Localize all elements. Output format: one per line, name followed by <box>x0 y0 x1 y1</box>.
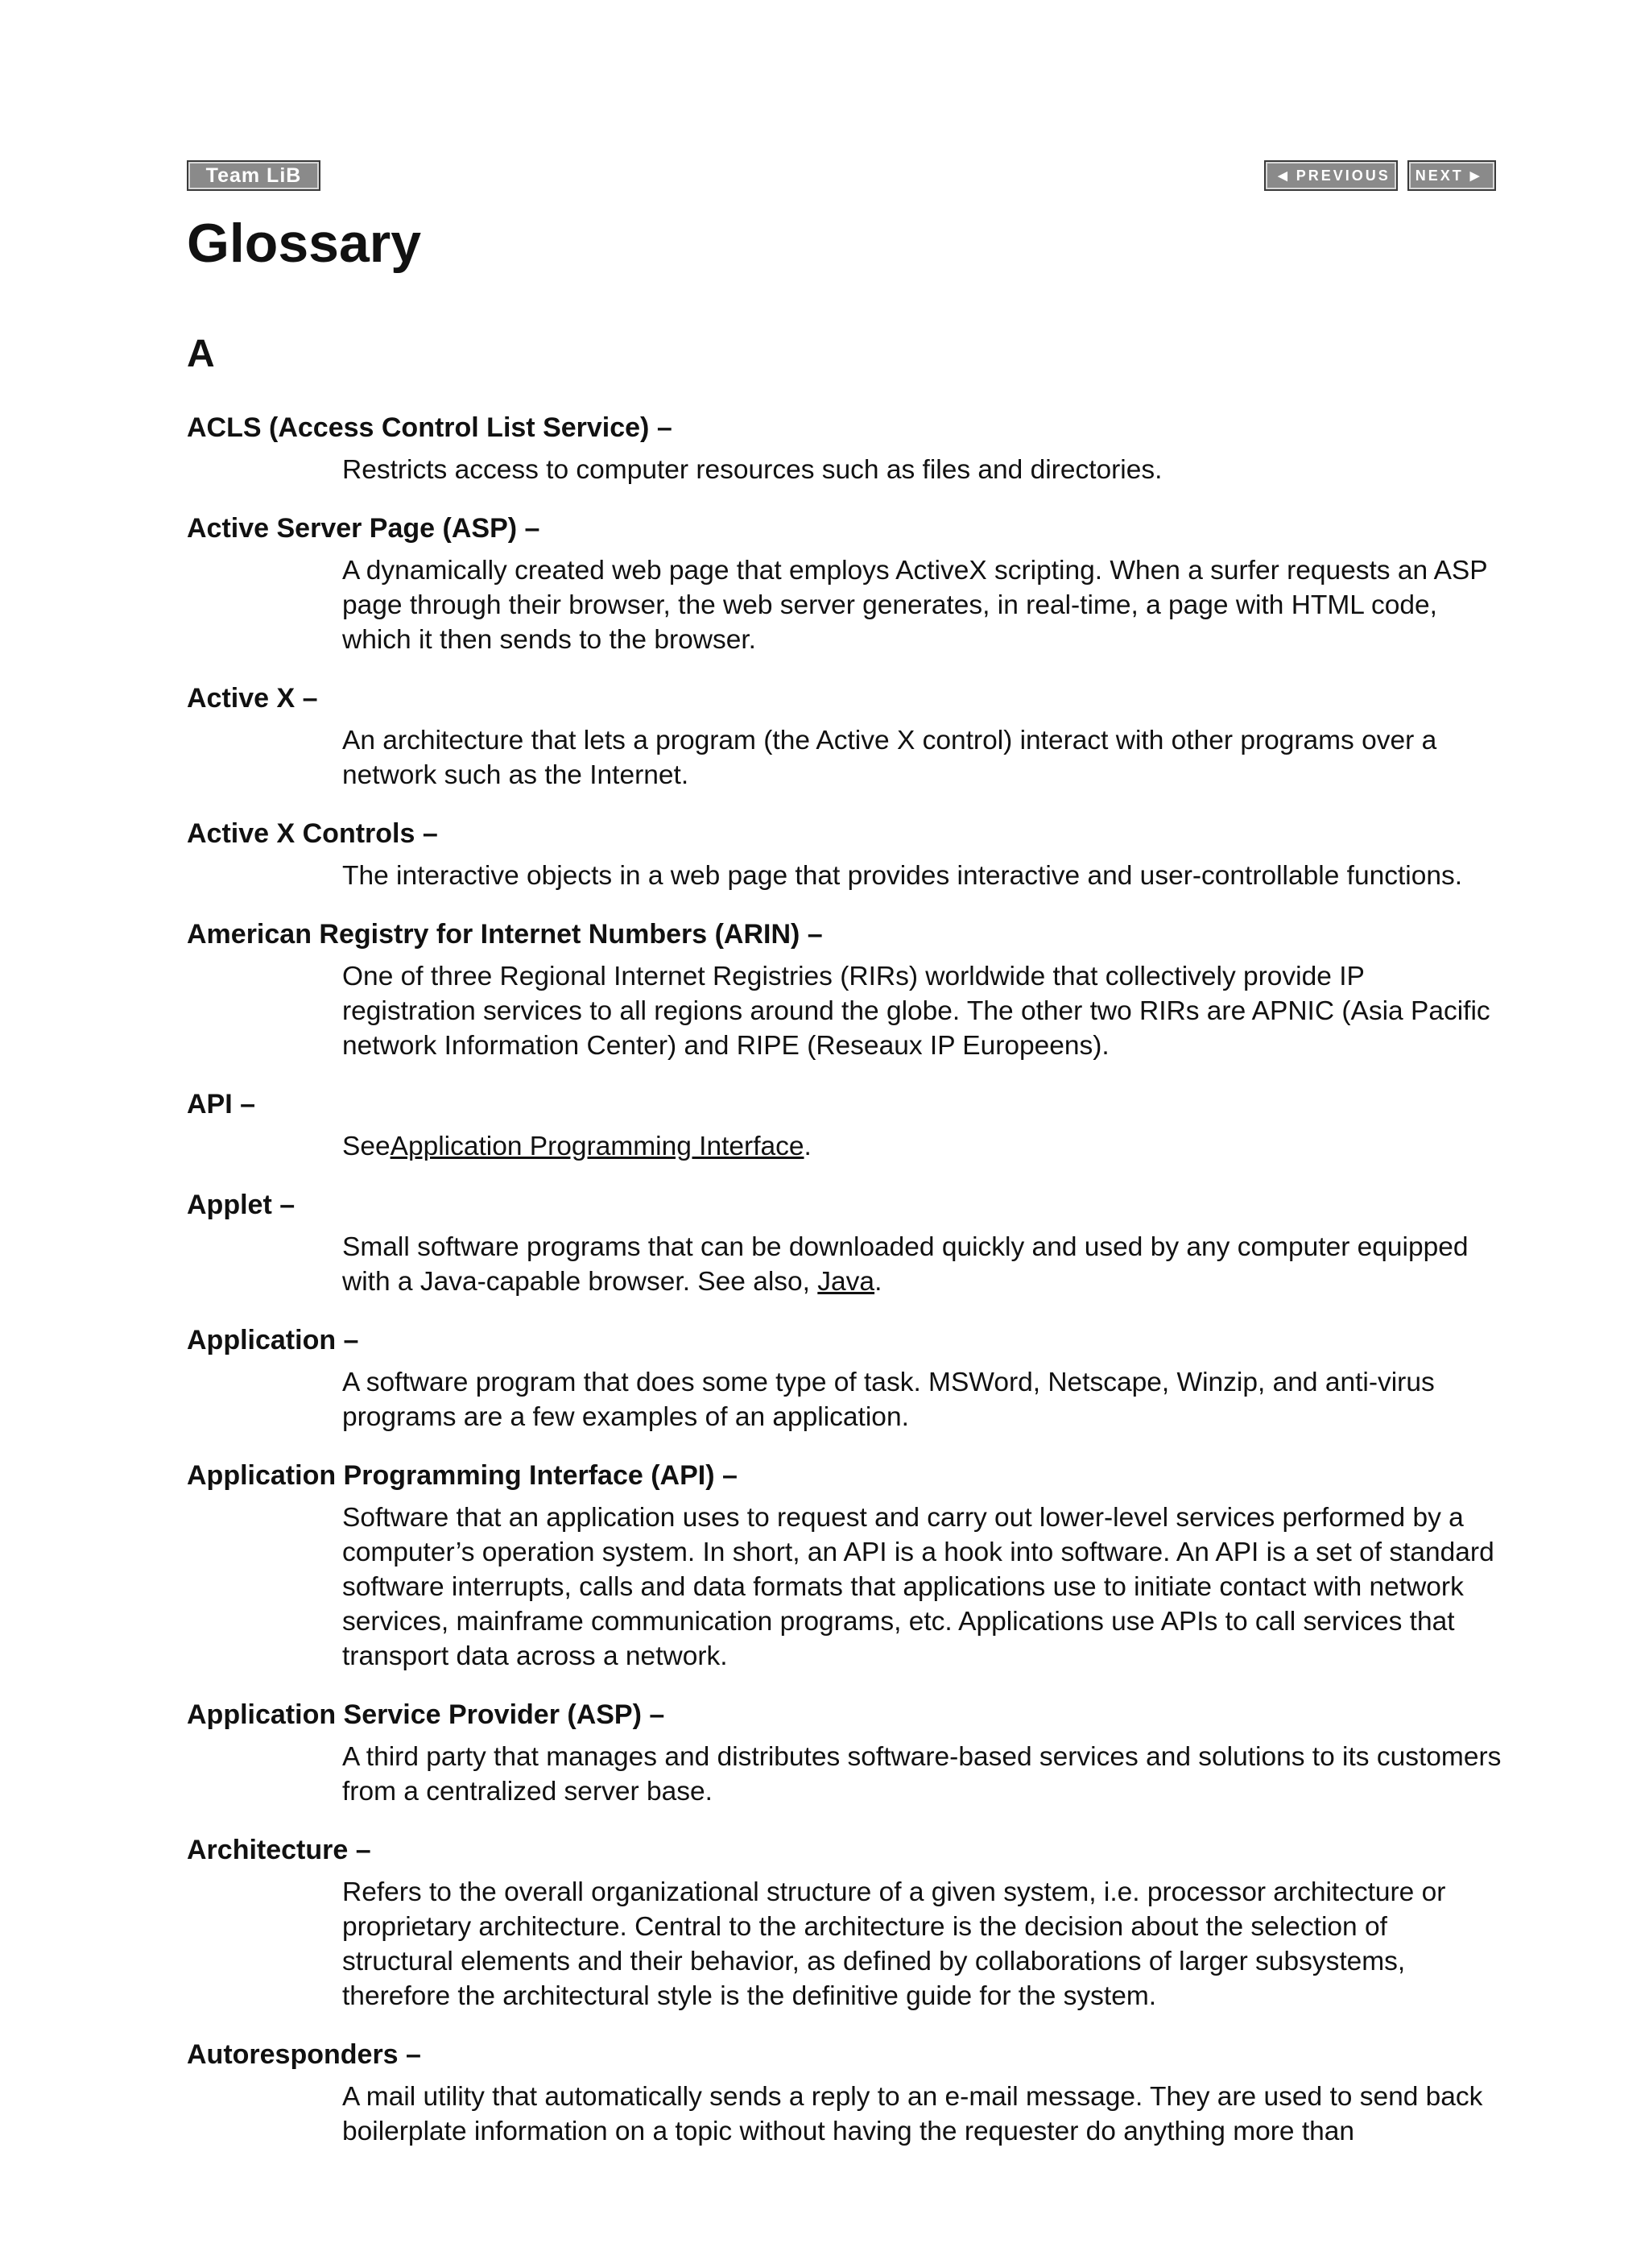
glossary-definition <box>342 1230 1502 1299</box>
glossary-term: Applet – <box>187 1190 295 1220</box>
definition-text: See <box>342 1132 391 1161</box>
glossary-entry <box>187 917 1507 1063</box>
glossary-entry <box>187 1833 1507 2013</box>
next-button[interactable] <box>1407 160 1496 191</box>
section-letter-heading: A <box>187 333 215 375</box>
glossary-entry <box>187 1459 1507 1674</box>
glossary-definition: A dynamically created web page that employs ActiveX scripting. When a surfer requests an ASP page through their browser, the web server generates, in real-time, a page with HTML code, which it then sends to the browser. <box>342 556 1488 655</box>
glossary-definition: An architecture that lets a program (the Active X control) interact with other programs over a network such as the Internet. <box>342 726 1437 790</box>
previous-label: PREVIOUS <box>1296 167 1391 184</box>
glossary-entry <box>187 681 1507 793</box>
glossary-entry <box>187 1087 1507 1164</box>
previous-button[interactable] <box>1264 160 1398 191</box>
glossary-term: Application Service Provider (ASP) – <box>187 1699 665 1730</box>
glossary-definition: A mail utility that automatically sends a reply to an e-mail message. They are used to send back boilerplate information on a topic without having the requester do anything more than <box>342 2082 1483 2146</box>
glossary-definition: A software program that does some type of task. MSWord, Netscape, Winzip, and anti-virus programs are a few examples of an application. <box>342 1368 1435 1432</box>
glossary-term: Autoresponders – <box>187 2039 421 2070</box>
java-link[interactable]: Java <box>817 1267 875 1297</box>
glossary-definition: Refers to the overall organizational structure of a given system, i.e. processor architecture or proprietary architecture. Central to the architecture is the decision about the selection of structural elements and their behavior, as defined by collaborations of larger subsystems, therefore the architectural style is the definitive guide for the system. <box>342 1877 1446 2011</box>
glossary-term: Application Programming Interface (API) – <box>187 1460 738 1491</box>
definition-text: . <box>874 1267 882 1297</box>
glossary-definition: Software that an application uses to request and carry out lower-level services performed by a computer’s operation system. In short, an API is a hook into software. An API is a set of standard software interrupts, calls and data formats that applications use to initiate contact with network services, mainframe communication programs, etc. Applications use APIs to call services that transport data across a network. <box>342 1503 1494 1671</box>
glossary-term: Application – <box>187 1325 359 1355</box>
glossary-term: Active X Controls – <box>187 818 438 849</box>
glossary-entry <box>187 817 1507 893</box>
arrow-right-icon: ▶ <box>1469 169 1482 183</box>
team-lib-logo[interactable] <box>187 160 320 191</box>
glossary-term: Active Server Page (ASP) – <box>187 513 540 544</box>
glossary-entries <box>187 411 1507 2173</box>
next-label: NEXT <box>1415 167 1464 184</box>
glossary-entry <box>187 1188 1507 1299</box>
glossary-term: ACLS (Access Control List Service) – <box>187 412 672 443</box>
glossary-entry <box>187 2038 1507 2149</box>
glossary-definition: The interactive objects in a web page that provides interactive and user-controllable functions. <box>342 861 1463 891</box>
definition-text: Small software programs that can be downloaded quickly and used by any computer equipped with a Java-capable browser. See also, <box>342 1232 1469 1297</box>
glossary-definition <box>342 1129 1502 1164</box>
page-title: Glossary <box>187 213 422 274</box>
arrow-left-icon: ◀ <box>1278 169 1290 183</box>
glossary-entry <box>187 1323 1507 1434</box>
glossary-entry <box>187 411 1507 487</box>
navigation-bar <box>187 160 1496 194</box>
glossary-definition: A third party that manages and distributes software-based services and solutions to its customers from a centralized server base. <box>342 1742 1502 1807</box>
team-lib-label: Team LiB <box>205 163 302 187</box>
glossary-definition: One of three Regional Internet Registries (RIRs) worldwide that collectively provide IP registration services to all regions around the globe. The other two RIRs are APNIC (Asia Pacific network Information Center) and RIPE (Reseaux IP Europeens). <box>342 962 1490 1061</box>
glossary-term: American Registry for Internet Numbers (ARIN) – <box>187 919 823 950</box>
glossary-term: Architecture – <box>187 1835 371 1865</box>
application-programming-interface-link[interactable]: Application Programming Interface <box>390 1132 804 1161</box>
glossary-entry <box>187 511 1507 657</box>
glossary-term: API – <box>187 1089 256 1120</box>
glossary-definition: Restricts access to computer resources such as files and directories. <box>342 455 1163 485</box>
glossary-entry <box>187 1698 1507 1809</box>
glossary-term: Active X – <box>187 683 318 714</box>
definition-text: . <box>804 1132 812 1161</box>
